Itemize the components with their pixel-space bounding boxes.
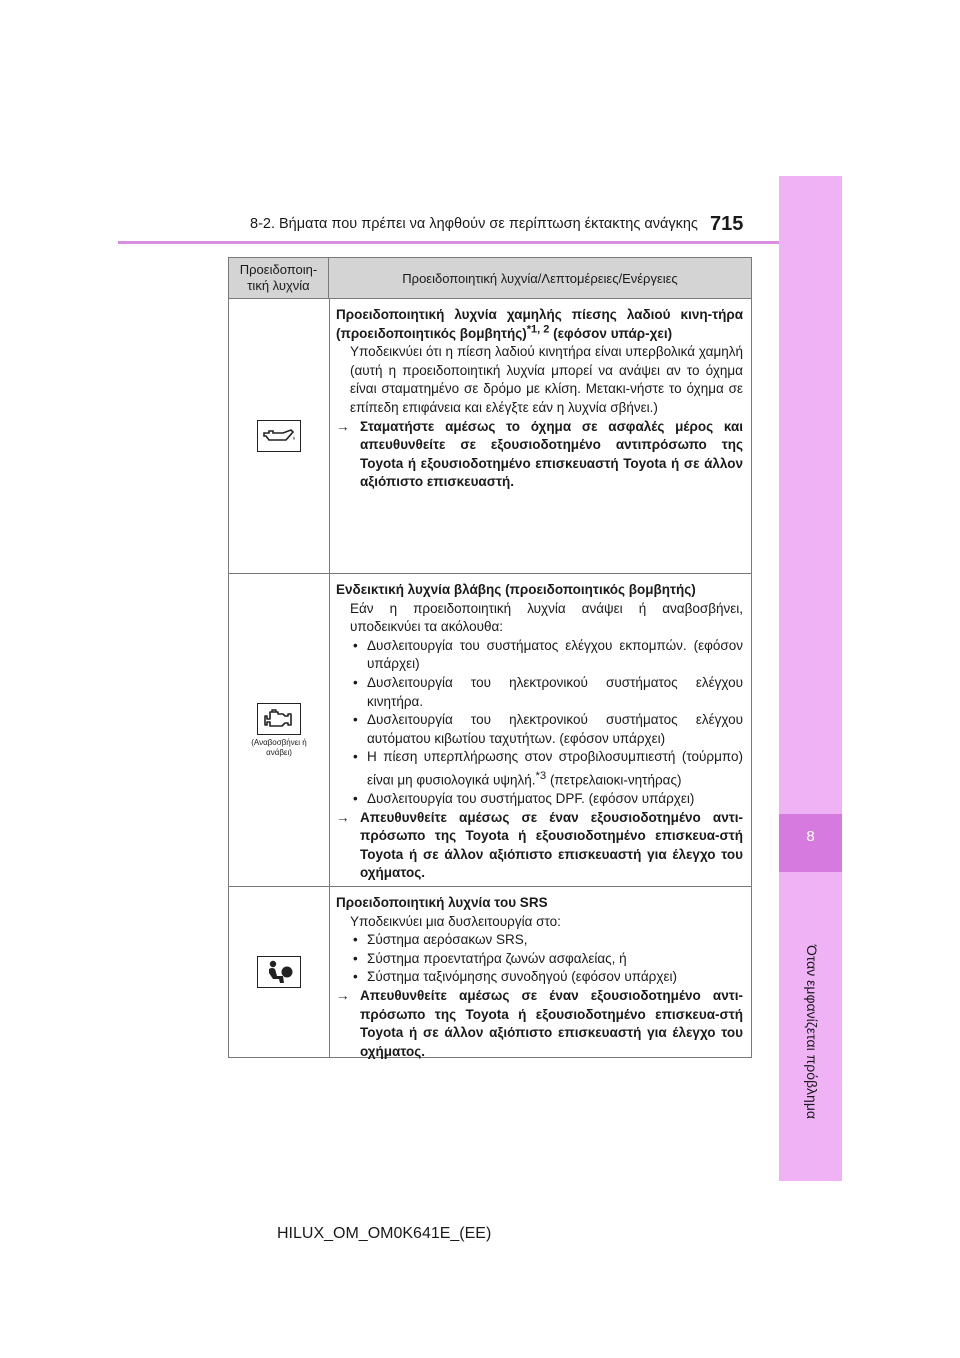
row-description: Υποδεικνύει μια δυσλειτουργία στο: [350, 913, 561, 929]
row-details [330, 574, 751, 886]
arrow-icon: → [336, 418, 350, 434]
chapter-title: Όταν εμφανίζεται πρόβλημα [804, 945, 820, 1119]
row-details [330, 887, 751, 1057]
table-row [229, 574, 751, 887]
srs-airbag-icon [257, 956, 301, 988]
list-item: • Δυσλειτουργία του ηλεκτρονικού συστήματος ελέγχου κινητήρα. [336, 674, 743, 711]
list-item: • Σύστημα αερόσακων SRS, [336, 931, 743, 950]
icon-cell [229, 299, 330, 573]
list-item: • Σύστημα ταξινόμησης συνοδηγού (εφόσον υπάρχει) [336, 968, 743, 987]
footnote-ref: *3 [535, 769, 547, 782]
icon-note: (Αναβοσβήνει ή ανάβει) [251, 737, 307, 757]
header-divider [118, 241, 842, 244]
row-action: → Απευθυνθείτε αμέσως σε έναν εξουσιοδοτημένο αντι-πρόσωπο της Toyota ή εξουσιοδοτημένο επισκευα-στή Toyota ή σε άλλον αξιόπιστο επισκευαστή για έλεγχο του οχήματος. [336, 809, 743, 881]
column-header-light: Προειδοποιη-τική λυχνία [229, 258, 329, 298]
arrow-icon: → [336, 809, 350, 825]
table-row [229, 299, 751, 574]
row-title: Ενδεικτική λυχνία βλάβης (προειδοποιητικός βομβητής) [336, 582, 696, 597]
row-description: Υποδεικνύει ότι η πίεση λαδιού κινητήρα είναι υπερβολικά χαμηλή (αυτή η προειδοποιητική λυχνία μπορεί να ανάψει αν το όχημα είναι σταματημένο σε δρόμο με κλίση. Μετακι-νήστε το όχημα σε επίπεδη επιφάνεια και ελέγξτε εάν η λυχνία σβήνει.) [350, 344, 743, 415]
list-item: • Η πίεση υπερπλήρωσης στον στροβιλοσυμπιεστή (τούρμπο) είναι μη φυσιολογικά υψηλή.$^{*3}$ (πετρελαιοκι-νητήρας) [336, 748, 743, 790]
row-action: → Σταματήστε αμέσως το όχημα σε ασφαλές μέρος και απευθυνθείτε σε εξουσιοδοτημένο αντιπρόσωπο της Toyota ή εξουσιοδοτημένο επισκευαστή Toyota ή σε άλλον αξιόπιστο επισκευαστή. [336, 418, 743, 490]
table-header [229, 258, 751, 299]
list-item: • Δυσλειτουργία του συστήματος DPF. (εφόσον υπάρχει) [336, 790, 743, 809]
icon-cell [229, 574, 330, 886]
list-item: • Δυσλειτουργία του συστήματος ελέγχου εκπομπών. (εφόσον υπάρχει) [336, 637, 743, 674]
chapter-title-box [800, 890, 822, 1180]
row-description: Εάν η προειδοποιητική λυχνία ανάψει ή αναβοσβήνει, υποδεικνύει τα ακόλουθα: [350, 600, 743, 635]
list-item: • Δυσλειτουργία του ηλεκτρονικού συστήματος ελέγχου αυτόματου κιβωτίου ταχυτήτων. (εφόσον υπάρχει) [336, 711, 743, 748]
row-title: Προειδοποιητική λυχνία χαμηλής πίεσης λαδιού κινη-τήρα (προειδοποιητικός βομβητής)$^{*1, 2}$ (εφόσον υπάρ-χει) [336, 307, 743, 341]
oil-pressure-icon [257, 420, 301, 452]
list-item: • Σύστημα προεντατήρα ζωνών ασφαλείας, ή [336, 950, 743, 969]
document-code: HILUX_OM_OM0K641E_(EE) [277, 1225, 492, 1242]
chapter-number: 8 [806, 828, 815, 845]
footnote-ref: *1, 2 [526, 323, 550, 336]
row-action: → Απευθυνθείτε αμέσως σε έναν εξουσιοδοτημένο αντι-πρόσωπο της Toyota ή εξουσιοδοτημένο επισκευα-στή Toyota ή σε άλλον αξιόπιστο επισκευαστή για έλεγχο του οχήματος. [336, 987, 743, 1059]
page-number: 715 [710, 213, 744, 235]
warning-lights-table [228, 257, 752, 1058]
check-engine-icon [257, 703, 301, 735]
section-title: 8-2. Βήματα που πρέπει να ληφθούν σε περίπτωση έκτακτης ανάγκης [250, 216, 698, 232]
row-details [330, 299, 751, 573]
icon-cell [229, 887, 330, 1057]
arrow-icon: → [336, 987, 350, 1003]
table-row [229, 887, 751, 1057]
column-header-details: Προειδοποιητική λυχνία/Λεπτομέρειες/Ενέργειες [402, 270, 678, 286]
row-title: Προειδοποιητική λυχνία του SRS [336, 895, 548, 910]
